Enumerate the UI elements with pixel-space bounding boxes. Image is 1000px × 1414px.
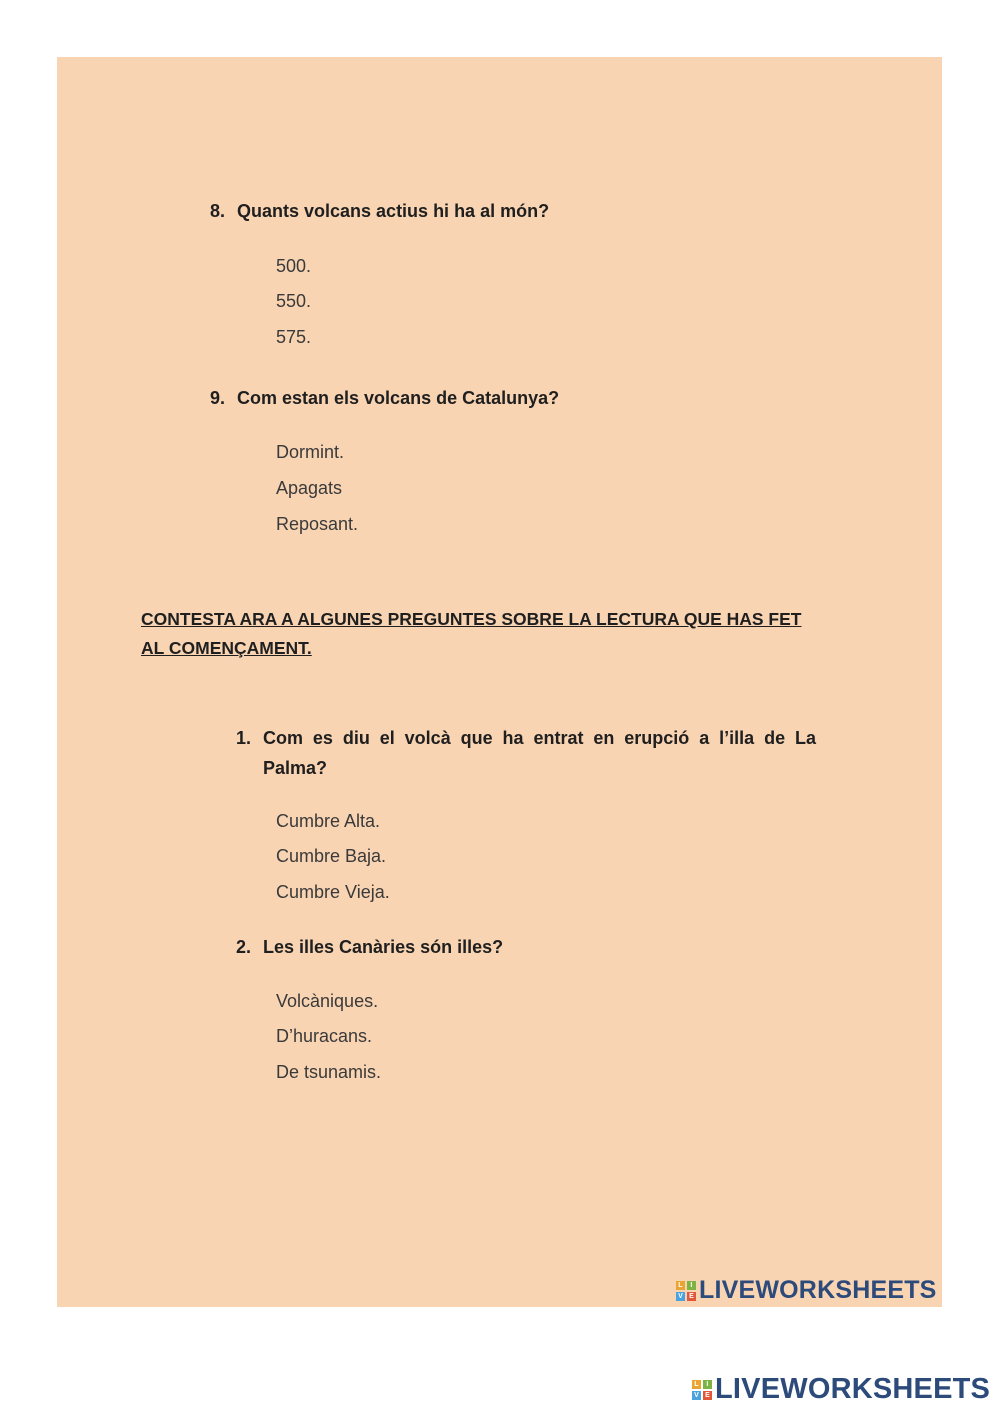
q9-option-1[interactable]: Dormint. <box>276 442 345 462</box>
question-8 <box>210 196 549 226</box>
worksheet-page <box>57 57 942 1307</box>
question-1-number: 1. <box>236 728 252 748</box>
q9-option-3[interactable]: Reposant. <box>276 514 359 534</box>
question-2-text: Les illes Canàries són illes? <box>263 937 504 957</box>
question-8-text: Quants volcans actius hi ha al món? <box>237 201 550 221</box>
liveworksheets-wordmark: LIVEWORKSHEETS <box>715 1373 991 1405</box>
section-heading: CONTESTA ARA A ALGUNES PREGUNTES SOBRE LA LECTURA QUE HAS FET AL COMENÇAMENT. <box>141 609 802 658</box>
q8-option-3[interactable]: 575. <box>276 327 312 347</box>
liveworksheets-footer-logo[interactable] <box>692 1373 990 1406</box>
question-9 <box>210 383 559 413</box>
liveworksheets-logo-icon: L I V E <box>676 1281 696 1301</box>
liveworksheets-wordmark: LIVEWORKSHEETS <box>699 1276 937 1304</box>
q1-option-1[interactable]: Cumbre Alta. <box>276 811 381 831</box>
liveworksheets-logo-icon: L I V E <box>692 1380 712 1400</box>
question-8-number: 8. <box>210 201 226 221</box>
q2-option-3[interactable]: De tsunamis. <box>276 1062 382 1082</box>
question-9-number: 9. <box>210 388 226 408</box>
q8-option-1[interactable]: 500. <box>276 256 312 276</box>
q1-option-2[interactable]: Cumbre Baja. <box>276 846 387 866</box>
q9-option-2[interactable]: Apagats <box>276 478 343 498</box>
question-1 <box>236 723 816 783</box>
q8-option-2[interactable]: 550. <box>276 291 312 311</box>
question-2 <box>236 932 503 962</box>
question-2-number: 2. <box>236 937 252 957</box>
question-1-text: Com es diu el volcà que ha entrat en erupció a l’illa de La Palma? <box>263 728 816 778</box>
q2-option-2[interactable]: D’huracans. <box>276 1026 373 1046</box>
q2-option-1[interactable]: Volcàniques. <box>276 991 379 1011</box>
question-9-text: Com estan els volcans de Catalunya? <box>237 388 560 408</box>
liveworksheets-watermark <box>676 1276 937 1305</box>
q1-option-3[interactable]: Cumbre Vieja. <box>276 882 390 902</box>
